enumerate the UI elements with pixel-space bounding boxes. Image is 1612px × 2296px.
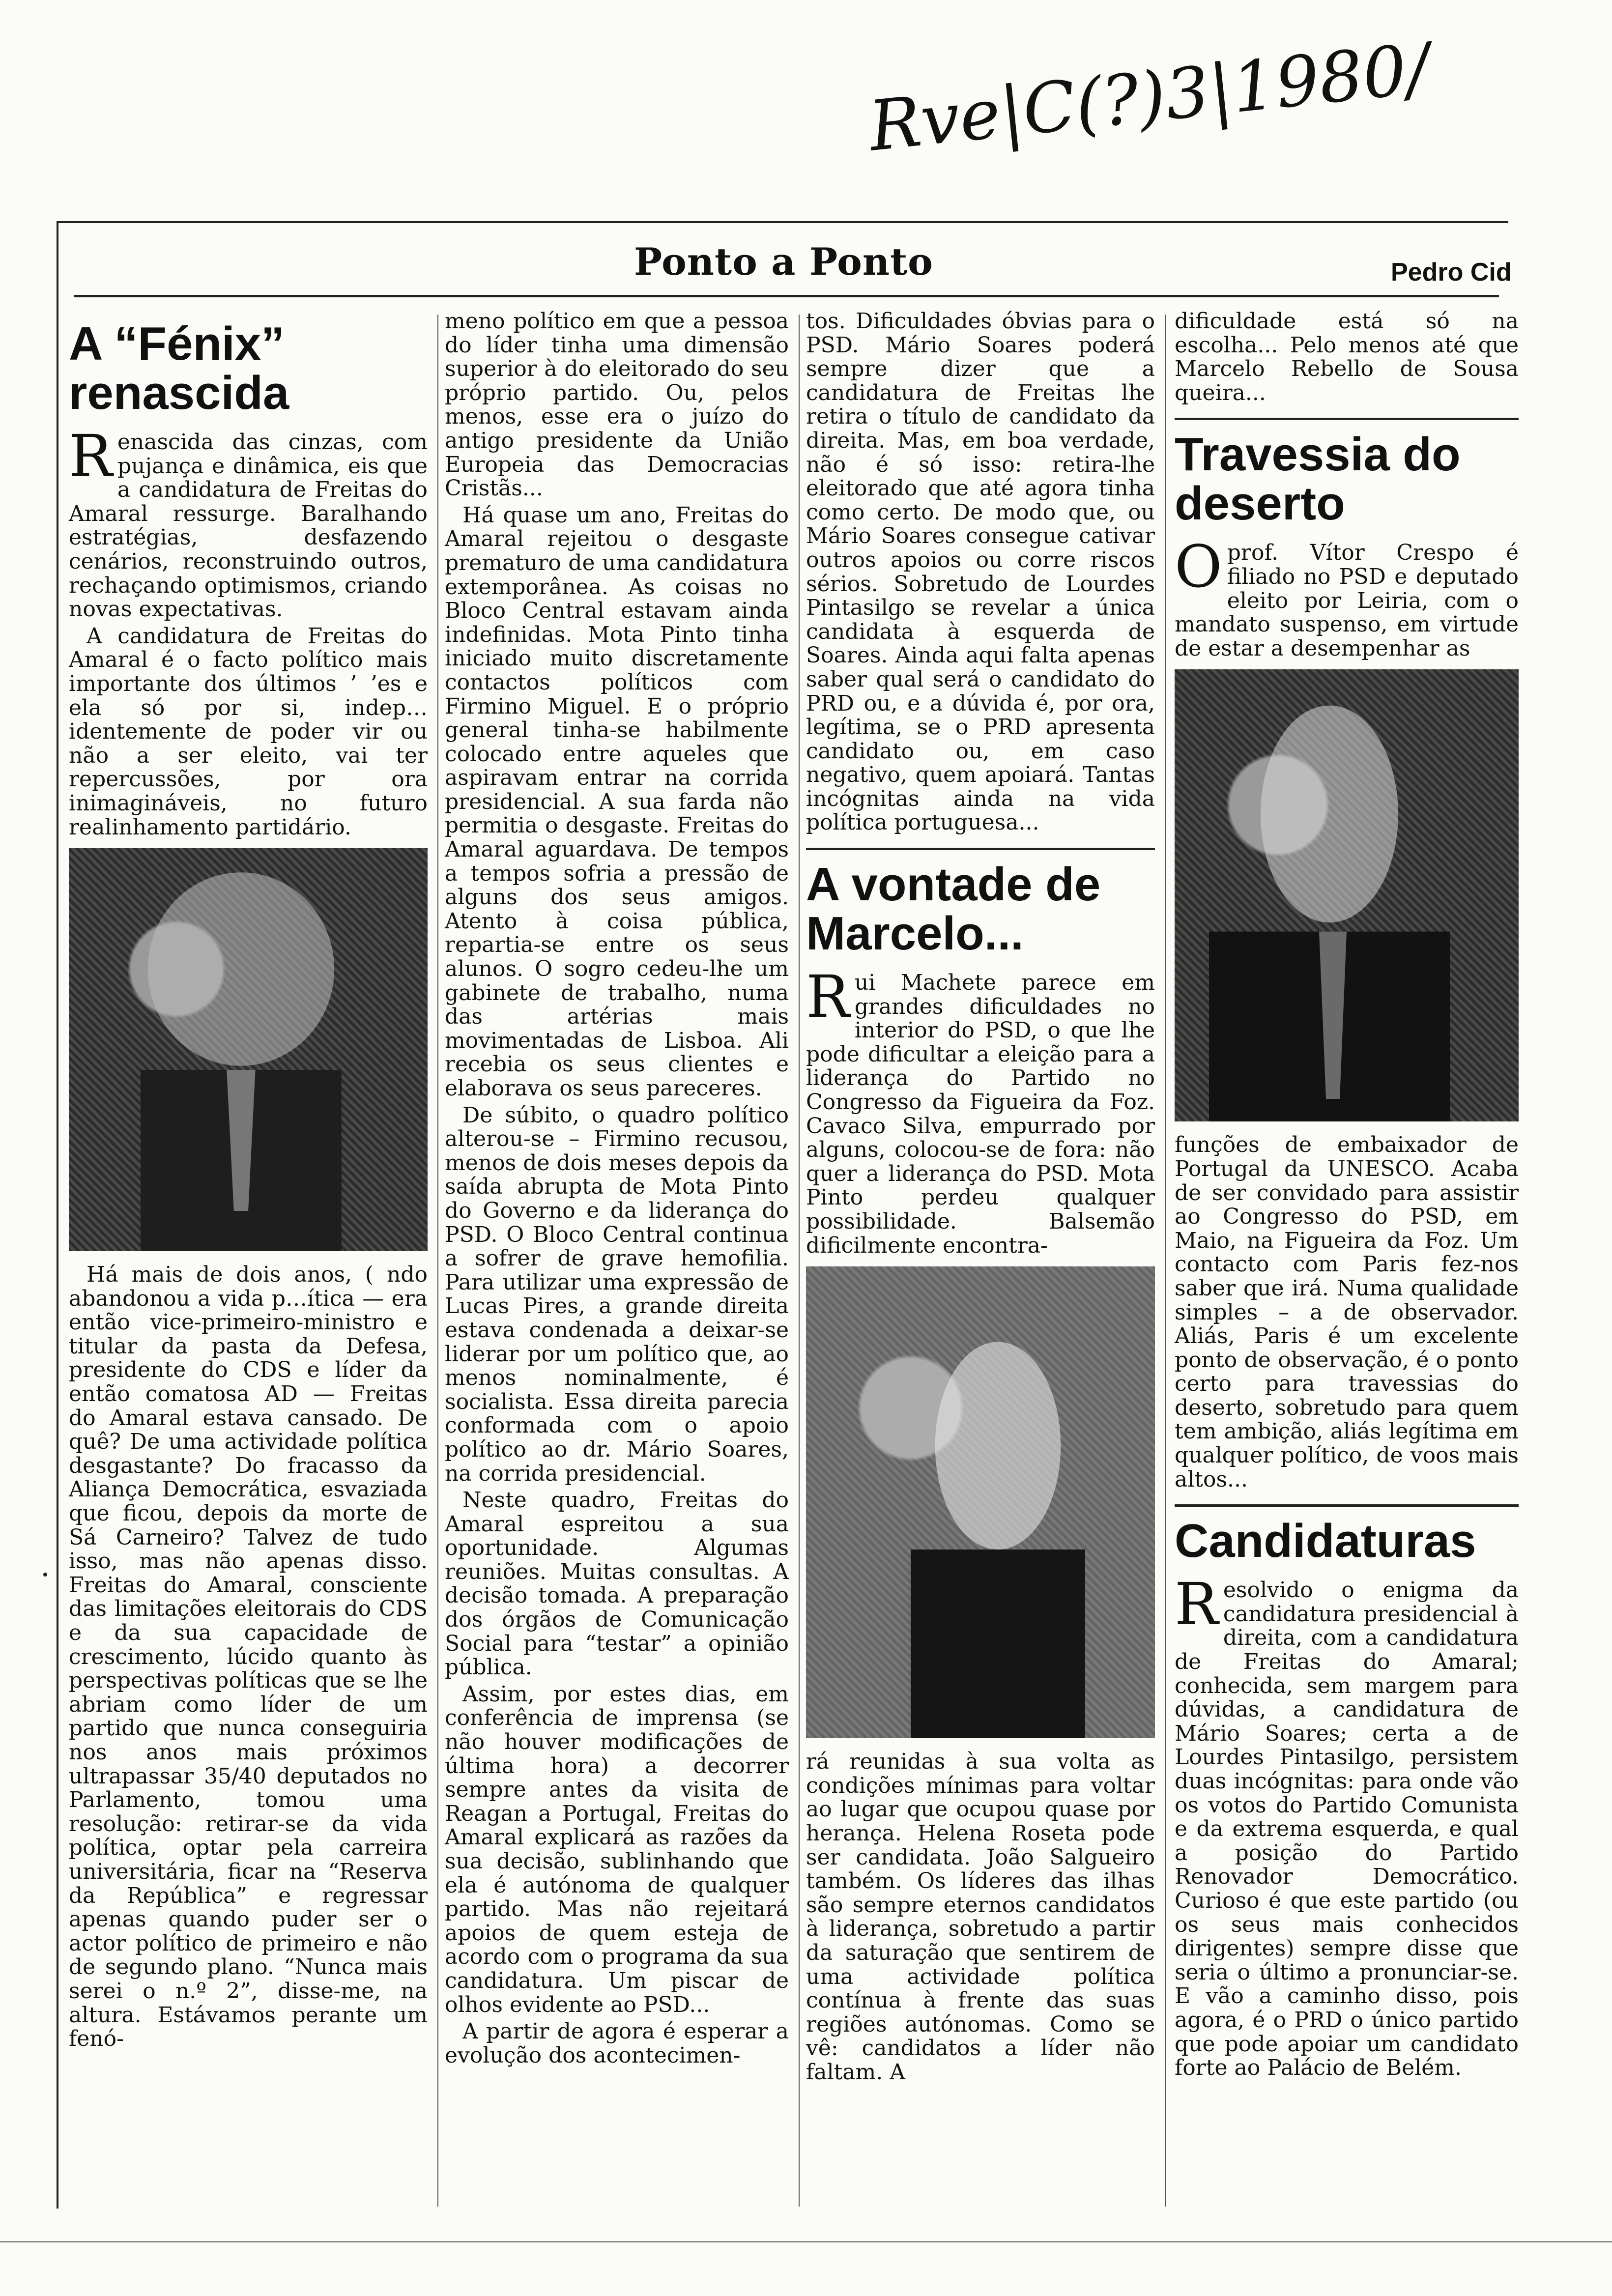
fenix-c2-paragraph-2: Há quase um ano, Freitas do Amaral rejeitou o desgaste prematuro de uma candidatura extemporânea. As coisas no Bloco Central estavam ainda indefinidas. Mota Pinto tinha iniciado muito discretamente contactos políticos com Firmino Miguel. E o próprio general tinha-se habilmente colocado entre aqueles que aspiravam entrar na corrida presidencial. A sua farda não permitia o desgaste. Freitas do Amaral aguardava. De tempos a tempos sofria a pressão de alguns dos seus amigos. Atento à coisa pública, repartia-se entre os seus alunos. O sogro cedeu-lhe um gabinete de trabalho, numa das artérias mais movimentadas de Lisboa. Ali recebia os seus clientes e elaborava os seus pareceres. xyxy=(445,502,789,1101)
fenix-c2-paragraph-3: De súbito, o quadro político alterou-se – Firmino recusou, menos de dois meses depois da saída abrupta de Mota Pinto do Governo e da liderança do PSD. O Bloco Central continua a sofrer de grave hemofilia. Para utilizar uma expressão de Lucas Pires, a grande direita estava condenada a deixar-se liderar por um político que, ao menos nominalmente, é socialista. Essa direita parecia conformada com o apoio político ao dr. Mário Soares, na corrida presidencial. xyxy=(445,1102,789,1486)
annotation-text: Rve|C(?)3|1980/ xyxy=(865,28,1434,167)
column-3 xyxy=(806,310,1155,2088)
photo-freitas-do-amaral xyxy=(69,848,428,1251)
column-2 xyxy=(445,310,789,2070)
marcelo-paragraph-1 xyxy=(806,963,1155,1258)
article-divider xyxy=(1175,418,1519,420)
fenix-c2-paragraph-4: Neste quadro, Freitas do Amaral espreitou a sua oportunidade. Algumas reuniões. Muitas consultas. A decisão tomada. A preparação dos órgãos de Comunicação Social para “testar” a opinião pública. xyxy=(445,1488,789,1680)
handwritten-annotation xyxy=(865,28,1434,201)
travessia-paragraph-2: funções de embaixador de Portugal da UNESCO. Acaba de ser convidado para assistir ao Congresso do PSD, em Maio, na Figueira da Foz. Um contacto com Paris fez-nos saber que irá. Numa qualidade simples – a de observador. Aliás, Paris é um excelente ponto de observação, é o ponto certo para travessias do deserto, sobretudo para quem tem ambição, aliás legítima em qualquer político, de voos mais altos... xyxy=(1175,1132,1519,1492)
article-divider xyxy=(1175,1504,1519,1507)
scan-mark xyxy=(43,1573,47,1577)
dropcap: O xyxy=(1175,533,1222,601)
dropcap: R xyxy=(1175,1570,1218,1638)
headline-fenix: A “Fénix” renascida xyxy=(69,317,289,419)
headline-candidaturas: Candidaturas xyxy=(1175,1515,1476,1568)
fenix-c2-paragraph-5: Assim, por estes dias, em conferência de imprensa (se não houver modificações de última hora) a decorrer sempre antes da visita de Reagan a Portugal, Freitas do Amaral explicará as razões da sua decisão, sublinhando que ela é autónoma de qualquer partido. Mas não rejeitará apoios de quem esteja de acordo com o programa da sua candidatura. Um piscar de olhos evidente ao PSD... xyxy=(445,1681,789,2017)
marcelo-p1-text: ui Machete parece em grandes dificuldades no interior do PSD, o que lhe pode dificultar a eleição para a liderança do Partido no Congresso da Figueira da Foz. Cavaco Silva, empurrado por alguns, colocou-se de fora: não quer a liderança do PSD. Mota Pinto perdeu qualquer possibilidade. Balsemão dificilmente encontra- xyxy=(806,970,1155,1258)
fenix-c2-paragraph-1: meno político em que a pessoa do líder tinha uma dimensão superior à do eleitorado do seu próprio partido. Ou, pelos menos, esse era o juízo do antigo presidente da União Europeia das Democracias Cristãs... xyxy=(445,309,789,501)
headline-marcelo: A vontade de Marcelo... xyxy=(806,858,1101,960)
scan-edge-rule xyxy=(0,2241,1612,2242)
column-separator xyxy=(437,315,438,2207)
dropcap: R xyxy=(69,422,113,490)
fenix-c3-paragraph-1: tos. Dificuldades óbvias para o PSD. Mário Soares poderá sempre dizer que a candidatura de Freitas lhe retira o título de candidato da direita. Mas, em boa verdade, não é só isso: retira-lhe eleitorado que até agora tinha como certo. De modo que, ou Mário Soares consegue cativar outros apoios ou corre riscos sérios. Sobretudo de Lourdes Pintasilgo se revelar a única candidata à esquerda de Soares. Ainda aqui falta apenas saber qual será o candidato do PRD ou, e a dúvida é, por ora, legítima, se o PRD apresenta candidato ou, em caso negativo, quem apoiará. Tantas incógnitas ainda na vida política portuguesa... xyxy=(806,309,1155,835)
photo-politician xyxy=(806,1266,1155,1738)
column-separator xyxy=(1165,315,1166,2207)
travessia-p1-text: prof. Vítor Crespo é filiado no PSD e deputado eleito por Leiria, com o mandato suspenso, em virtude de estar a desempenhar as xyxy=(1175,540,1519,661)
fenix-paragraph-2: A candidatura de Freitas do Amaral é o facto político mais importante dos últimos ’ ’es e ela só por si, indep…identemente de poder vir ou não a ser eleito, vai ter repercussões, por ora inimagináveis, no futuro realinhamento partidário. xyxy=(69,623,428,840)
photo-vitor-crespo xyxy=(1175,669,1519,1121)
article-divider xyxy=(806,848,1155,850)
headline-travessia: Travessia do deserto xyxy=(1175,428,1461,530)
header-rule xyxy=(74,295,1499,297)
candidaturas-paragraph-1 xyxy=(1175,1570,1519,2081)
fenix-p1-text: enascida das cinzas, com pujança e dinâmica, eis que a candidatura de Freitas do Amaral ressurge. Baralhando estratégias, desfazendo cenários, reconstruindo outros, rechaçando optimismos, criando novas expectativas. xyxy=(69,430,428,622)
fenix-paragraph-3: Há mais de dois anos, ( ndo abandonou a vida p…ítica — era então vice-primeiro-ministro e titular da pasta da Defesa, presidente do CDS e líder da então comatosa AD — Freitas do Amaral estava cansado. De quê? De uma actividade política desgastante? Do fracasso da Aliança Democrática, esvaziada que ficou, depois da morte de Sá Carneiro? Talvez de tudo isso, mas não apenas disso. Freitas do Amaral, consciente das limitações eleitorais do CDS e da sua capacidade de crescimento, lúcido quanto às perspectivas políticas que se lhe abriam como líder de um partido que nunca conseguiria nos anos mais próximos ultrapassar 35/40 deputados no Parlamento, tomou uma resolução: retirar-se da vida política, optar pela carreira universitária, ficar na “Reserva da República” e regressar apenas quando puder ser o actor político de primeiro e não de segundo plano. “Nunca mais serei o n.º 2”, disse-me, na altura. Estávamos perante um fenó- xyxy=(69,1262,428,2052)
travessia-paragraph-1 xyxy=(1175,533,1519,661)
fenix-paragraph-1 xyxy=(69,422,428,622)
section-title: Ponto a Ponto xyxy=(634,240,933,284)
column-4 xyxy=(1175,310,1519,2083)
fenix-c2-paragraph-6: A partir de agora é esperar a evolução dos acontecimen- xyxy=(445,2019,789,2068)
column-separator xyxy=(799,315,800,2207)
column-1 xyxy=(69,310,428,2054)
author-byline: Pedro Cid xyxy=(1391,258,1512,287)
dropcap: R xyxy=(806,963,850,1031)
marcelo-paragraph-3: dificuldade está só na escolha... Pelo menos até que Marcelo Rebello de Sousa queira... xyxy=(1175,309,1519,405)
marcelo-paragraph-2: rá reunidas à sua volta as condições mínimas para voltar ao lugar que ocupou quase por herança. Helena Roseta pode ser candidata. João Salgueiro também. Os líderes das ilhas são sempre eternos candidatos à liderança, sobretudo a partir da saturação que sentirem de uma actividade política contínua à frente das suas regiões autónomas. Como se vê: candidatos a líder não faltam. A xyxy=(806,1749,1155,2085)
candidaturas-p1-text: esolvido o enigma da candidatura presidencial à direita, com a candidatura de Freitas do Amaral; conhecida, sem margem para dúvidas, a candidatura de Mário Soares; certa a de Lourdes Pintasilgo, persistem duas incógnitas: para onde vão os votos do Partido Comunista e da extrema esquerda, e qual a posição do Partido Renovador Democrático. Curioso é que este partido (ou os seus mais conhecidos dirigentes) sempre disse que seria o último a pronunciar-se. E vão a caminho disso, pois agora, é o PRD o único partido que pode apoiar um candidato forte ao Palácio de Belém. xyxy=(1175,1578,1519,2081)
